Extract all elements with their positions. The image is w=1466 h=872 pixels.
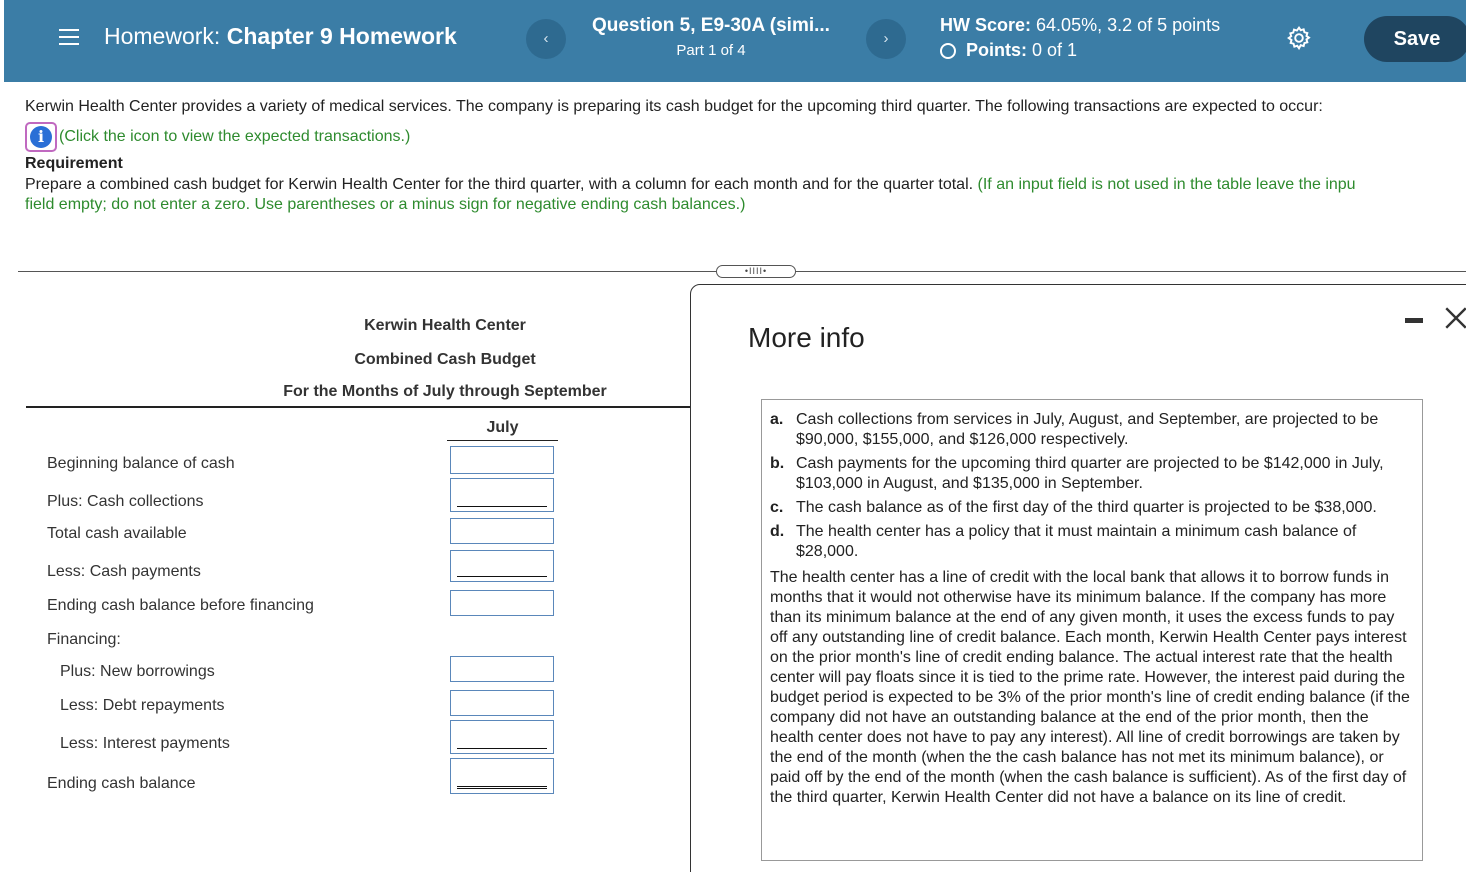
item-label: c. [770,499,784,516]
debt-repayments-input[interactable] [450,690,554,716]
chevron-left-icon: ‹ [543,30,549,47]
cash-collections-input[interactable] [450,478,554,512]
new-borrowings-input[interactable] [450,656,554,682]
transaction-item [770,498,1414,518]
requirement-title: Requirement [25,155,123,172]
transaction-item [770,410,1414,450]
chevron-right-icon: › [883,30,889,47]
transaction-item [770,522,1414,562]
dialog-title: More info [748,322,865,353]
info-icon[interactable]: i [25,122,57,152]
top-bar [4,0,1466,82]
info-row [25,122,410,152]
total-cash-available-input[interactable] [450,518,554,544]
item-text: The cash balance as of the first day of the third quarter is projected to be $38,000. [796,499,1377,516]
line-of-credit-paragraph: The health center has a line of credit with the local bank that allows it to borrow funds in months that it would not otherwise have its minimum balance. If the company has more than its minimum balance at the end of any given month, it uses the excess funds to pay off any outstanding line of credit balance. Each month, Kerwin Health Center pays interest on the prior month's line of credit ending balance. The actual interest rate that the health center will pay floats since it is tied to the prime rate. However, the interest paid during the budget period is expected to be 3% of the prior month's line of credit ending balance (if the company did not have an outstanding balance at the end of the prior month, then the health center does not have to pay any interest). All line of credit borrowings are taken by the end of the month (when the the cash balance has not met its minimum balance), or paid off by the end of the month (when the cash balance is sufficient). As of the first day of the third quarter, Kerwin Health Center did not have a balance on its line of credit. [770,569,1410,806]
hw-score-value: 64.05%, 3.2 of 5 points [1036,15,1221,35]
column-header-july: July [447,419,558,441]
row-cash-collections: Plus: Cash collections [47,493,204,510]
row-interest-payments: Less: Interest payments [60,735,230,752]
requirement-hint-1: (If an input field is not used in the table leave the inpu [977,176,1356,193]
item-label: a. [770,411,784,428]
item-label: d. [770,523,785,540]
requirement-hint-2: field empty; do not enter a zero. Use parentheses or a minus sign for negative ending cash balances.) [25,196,746,213]
cash-payments-input[interactable] [450,550,554,582]
homework-title-name: Chapter 9 Homework [226,23,457,49]
next-question-button[interactable] [866,19,906,59]
close-icon[interactable] [1443,305,1466,331]
budget-title: Combined Cash Budget [354,351,536,368]
points-value: 0 of 1 [1032,40,1078,60]
row-ending-cash-balance: Ending cash balance [47,775,196,792]
budget-period: For the Months of July through September [283,383,607,400]
row-new-borrowings: Plus: New borrowings [60,663,215,680]
question-title [576,15,846,59]
question-part: Part 1 of 4 [676,42,746,59]
gear-icon[interactable] [1286,25,1312,51]
previous-question-button[interactable] [526,19,566,59]
score-panel [940,15,1220,61]
row-cash-payments: Less: Cash payments [47,563,201,580]
save-button[interactable]: Save [1364,16,1466,62]
row-beginning-balance: Beginning balance of cash [47,455,235,472]
hw-score-label: HW Score: [940,15,1032,35]
points-label: Points: [966,40,1027,60]
row-financing: Financing: [47,631,121,648]
view-transactions-link[interactable]: (Click the icon to view the expected transactions.) [59,128,411,145]
transaction-item [770,454,1414,494]
ending-before-financing-input[interactable] [450,590,554,616]
more-info-dialog [690,284,1466,872]
item-label: b. [770,455,785,472]
question-intro: Kerwin Health Center provides a variety of medical services. The company is preparing its cash budget for the upcoming third quarter. The following transactions are expected to occur: [25,98,1323,115]
row-debt-repayments: Less: Debt repayments [60,697,225,714]
minimize-icon[interactable] [1405,318,1423,323]
hamburger-menu-icon[interactable] [59,26,79,46]
item-text: The health center has a policy that it must maintain a minimum cash balance of $28,000. [796,523,1357,560]
transactions-box [761,399,1423,861]
interest-payments-input[interactable] [450,720,554,754]
item-text: Cash collections from services in July, August, and September, are projected to be $90,000, $155,000, and $126,000 respectively. [796,411,1379,448]
resize-handle[interactable]: •IIII• [716,265,796,278]
row-ending-before-financing: Ending cash balance before financing [47,597,314,614]
ending-cash-balance-input[interactable] [450,758,554,794]
question-name: Question 5, E9-30A (simi... [592,15,830,36]
budget-header-rule [26,406,690,408]
row-total-cash-available: Total cash available [47,525,187,542]
requirement-text [25,175,1465,215]
item-text: Cash payments for the upcoming third quarter are projected to be $142,000 in July, $103,000 in August, and $135,000 in September. [796,455,1384,492]
budget-company: Kerwin Health Center [364,317,526,334]
homework-title [104,23,457,50]
requirement-body: Prepare a combined cash budget for Kerwin Health Center for the third quarter, with a column for each month and for the quarter total. [25,176,974,193]
beginning-balance-input[interactable] [450,446,554,474]
points-circle-icon [940,43,956,59]
homework-title-prefix: Homework: [104,23,221,49]
